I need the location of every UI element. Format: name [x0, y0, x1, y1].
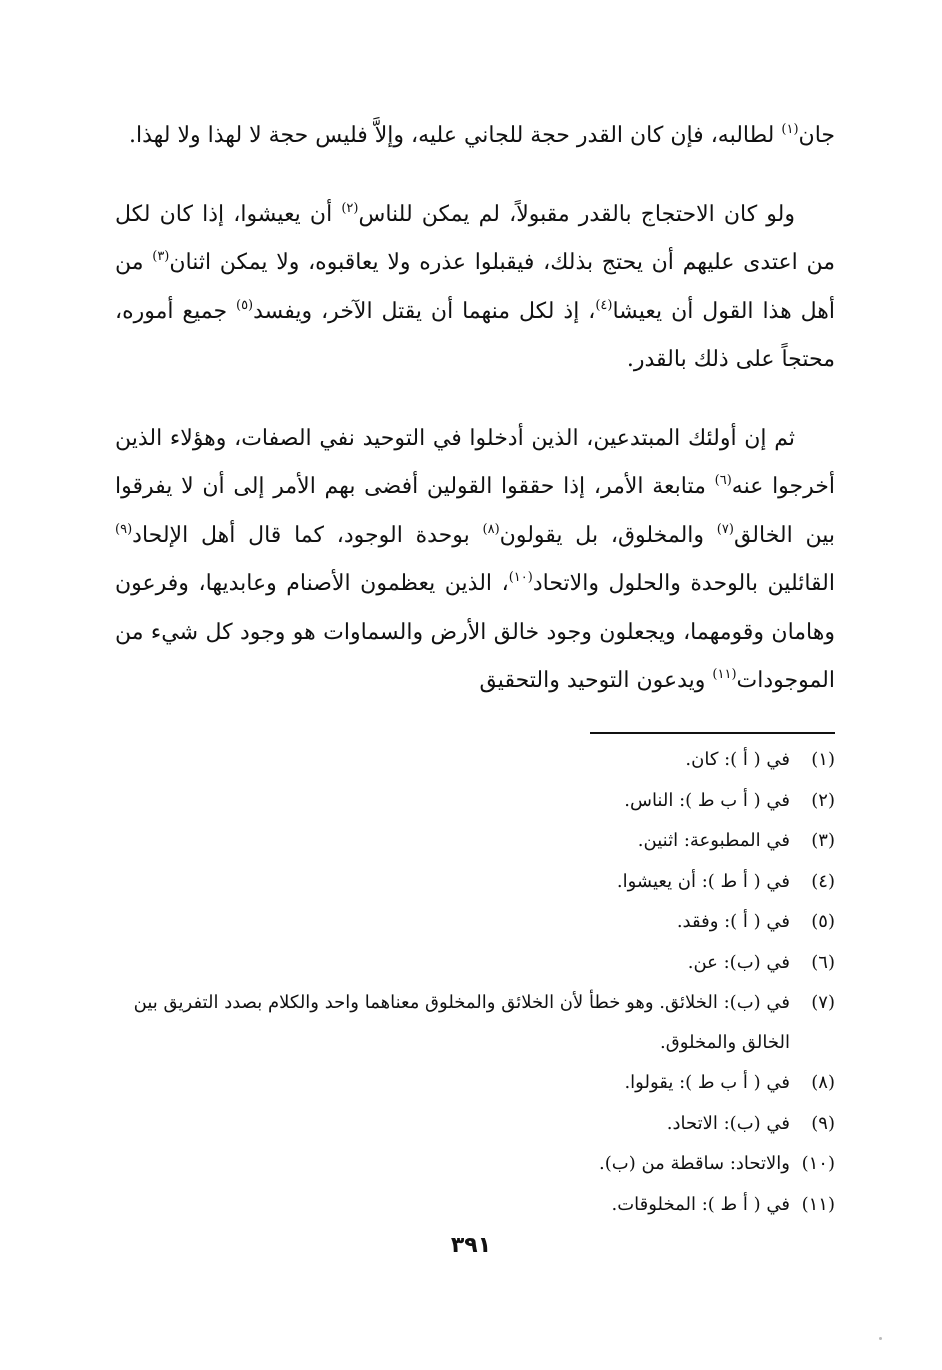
footnote-5	[110, 902, 835, 943]
text-run: والمخلوق، بل يقولون	[499, 522, 717, 548]
text-run: القائلين بالوحدة والحلول والاتحاد	[532, 571, 835, 596]
footnote-ref-6[interactable]: (٦)	[714, 473, 732, 488]
footnotes-list	[110, 740, 835, 1225]
footnote-text: في المطبوعة: اثنين.	[637, 830, 790, 851]
footnote-3	[110, 821, 835, 862]
footnote-9	[110, 1104, 835, 1145]
footnote-1	[110, 740, 835, 781]
footnote-4	[110, 862, 835, 903]
footnote-text: في ( أ ): وفقد.	[676, 911, 790, 932]
footnote-6	[110, 943, 835, 984]
text-run: جميع أموره، محتجاً على ذلك بالقدر.	[115, 298, 835, 372]
footnote-text: في ( أ ب ط ): يقولوا.	[624, 1072, 790, 1093]
footnote-number: (٨)	[811, 1072, 835, 1093]
footnote-text: في (ب): عن.	[687, 951, 790, 973]
footnote-number: (٣)	[811, 830, 835, 851]
footnote-ref-4[interactable]: (٤)	[595, 297, 613, 313]
footnote-number: (٩)	[811, 1112, 835, 1134]
text-run: ثم إن أولئك المبتدعين، الذين أدخلوا في التوحيد نفي الصفات، وهؤلاء الذين أخرجوا عنه	[115, 425, 835, 499]
footnote-divider	[590, 732, 835, 734]
footnote-ref-3[interactable]: (٣)	[152, 249, 170, 264]
footnote-ref-1[interactable]: (١)	[781, 122, 799, 137]
footnote-11	[110, 1185, 835, 1226]
text-run: لطالبه، فإن كان القدر حجة للجاني عليه، وإلاَّ فليس حجة لا لهذا ولا لهذا.	[128, 123, 782, 148]
text-run: جان	[798, 123, 835, 148]
footnote-text: في (ب): الخلائق. وهو خطأ لأن الخلائق والمخلوق معناهما واحد والكلام بصدد التفريق بين الخالق والمخلوق.	[133, 992, 790, 1053]
text-run: ، الذين يعظمون الأصنام وعابديها، وفرعون وهامان وقومهما، ويجعلون وجود خالق الأرض والسماوات هو وجود كل شيء من الموجودات	[115, 571, 835, 693]
text-run: ويدعون التوحيد والتحقيق	[479, 668, 713, 693]
footnote-2	[110, 781, 835, 822]
footnote-text: في (ب): الاتحاد.	[666, 1112, 790, 1134]
scan-speck	[879, 1337, 882, 1340]
main-text	[115, 112, 835, 706]
page-number: ٣٩١	[450, 1233, 492, 1258]
paragraph-1	[115, 112, 835, 161]
paragraph-2	[115, 191, 835, 385]
footnote-number: (١٠)	[801, 1153, 835, 1174]
text-run: بوحدة الوجود، كما قال أهل الإلحاد	[132, 522, 483, 548]
text-run: من أهل هذا القول أن يعيشا	[115, 250, 835, 324]
footnote-ref-2[interactable]: (٢)	[341, 200, 359, 216]
footnote-number: (٦)	[811, 951, 835, 973]
text-run: ، إذ لكل منهما أن يقتل الآخر، ويفسد	[253, 298, 596, 324]
footnote-ref-10[interactable]: (١٠)	[508, 570, 533, 585]
footnote-number: (٤)	[811, 870, 835, 892]
text-run: متابعة الأمر، إذا حققوا القولين أفضى بهم الأمر إلى أن لا يفرقوا بين الخالق	[115, 474, 835, 548]
footnote-ref-8[interactable]: (٨)	[482, 521, 500, 537]
footnote-ref-9[interactable]: (٩)	[115, 521, 133, 537]
footnote-text: في ( أ ط ): المخلوقات.	[611, 1193, 790, 1215]
paragraph-3	[115, 415, 835, 706]
text-run: أن يعيشوا، إذا كان لكل من اعتدى عليهم أن يحتج بذلك، فيقبلوا عذره ولا يعاقبوه، ولا يمكن اثنان	[115, 201, 835, 275]
footnote-7	[110, 983, 835, 1063]
footnote-text: في ( أ ب ط ): الناس.	[624, 789, 790, 811]
text-run: ولو كان الاحتجاج بالقدر مقبولاً، لم يمكن للناس	[358, 201, 795, 227]
footnote-number: (١١)	[801, 1193, 835, 1215]
footnote-number: (١)	[811, 749, 835, 770]
footnote-ref-11[interactable]: (١١)	[712, 667, 737, 682]
footnote-text: في ( أ ط ): أن يعيشوا.	[616, 870, 790, 892]
footnote-text: والاتحاد: ساقطة من (ب).	[599, 1153, 790, 1174]
footnote-number: (٧)	[811, 992, 835, 1013]
footnote-number: (٥)	[811, 911, 835, 932]
footnote-ref-7[interactable]: (٧)	[716, 521, 734, 537]
footnote-8	[110, 1063, 835, 1104]
footnote-ref-5[interactable]: (٥)	[235, 297, 254, 313]
footnote-10	[110, 1144, 835, 1185]
footnote-text: في ( أ ): كان.	[685, 749, 790, 770]
footnote-number: (٢)	[811, 789, 835, 811]
